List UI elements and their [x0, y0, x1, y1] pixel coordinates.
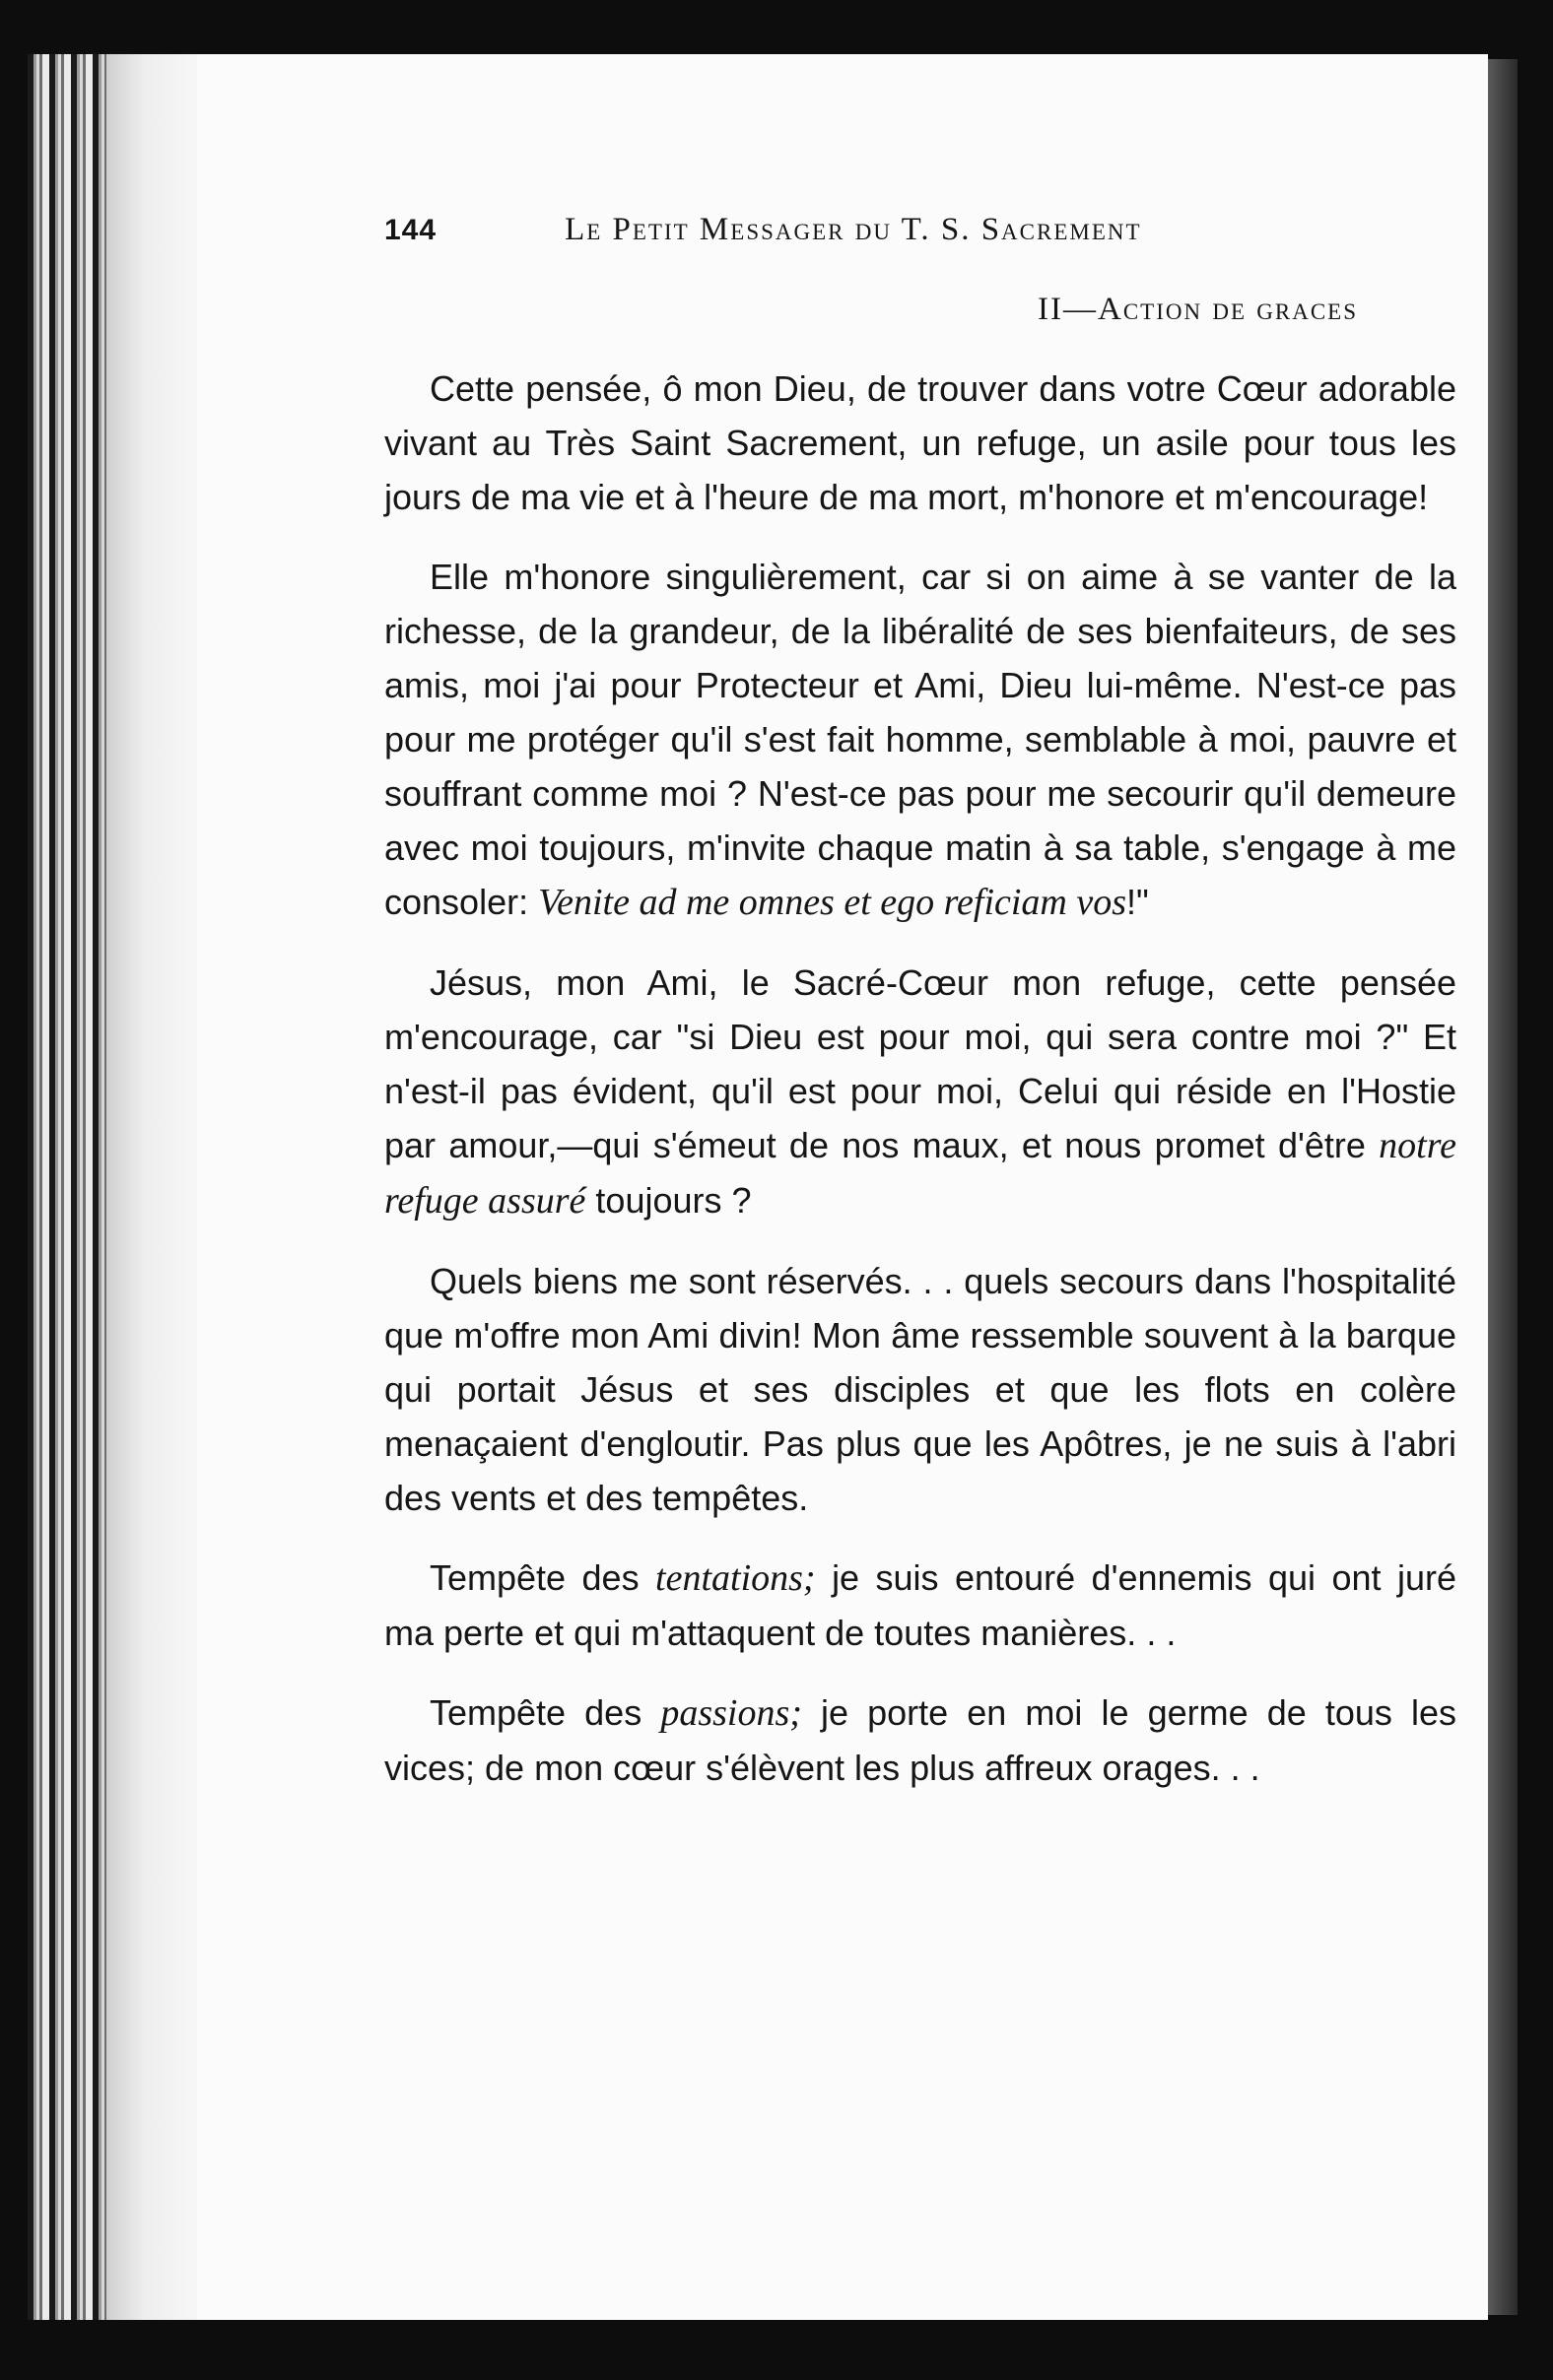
paragraph-6-start: Tempête des [430, 1692, 642, 1733]
paragraph-2-text: Elle m'honore singulièrement, car si on aime à se vanter de la richesse, de la grandeur, de la libéralité de ses bienfaiteurs, de ses amis, moi j'ai pour Protecteur et Ami, Dieu lui-même. N'est-ce pas pour me protéger qu'il s'est fait homme, semblable à moi, pauvre et souffrant comme moi ? N'est-ce pas pour me secourir qu'il demeure avec moi toujours, m'invite chaque matin à sa table, s'engage à me consoler: [384, 557, 1456, 922]
page-content [384, 212, 1456, 1795]
paragraph-2-end: !" [1126, 882, 1149, 922]
paragraph-3-end: toujours ? [595, 1180, 752, 1221]
running-title: Le Petit Messager du T. S. Sacrement [565, 212, 1142, 247]
paragraph-3-text: Jésus, mon Ami, le Sacré-Cœur mon refuge, cette pensée m'encourage, car "si Dieu est pour moi, qui sera contre moi ?" Et n'est-il pas évident, qu'il est pour moi, Celui qui réside en l'Hostie par amour,—qui s'émeut de nos maux, et nous promet d'être [384, 962, 1456, 1165]
paragraph-5-start: Tempête des [430, 1557, 640, 1598]
page-number: 144 [384, 214, 438, 246]
paragraph-1: Cette pensée, ô mon Dieu, de trouver dans votre Cœur adorable vivant au Très Saint Sacrement, un refuge, un asile pour tous les jours de ma vie et à l'heure de ma mort, m'honore et m'encourage! [384, 368, 1456, 517]
paragraph-6 [384, 1686, 1456, 1795]
paragraph-6-italic: passions; [660, 1692, 802, 1734]
page-edges [28, 54, 200, 2320]
paragraph-5 [384, 1551, 1456, 1660]
paragraph-6-end: je porte en moi le germe de tous les vices; de mon cœur s'élèvent les plus affreux orages. . . [384, 1692, 1456, 1788]
paragraph-5-italic: tentations; [655, 1557, 816, 1599]
latin-quote: Venite ad me omnes et ego reficiam vos [538, 882, 1127, 923]
paragraph-4: Quels biens me sont réservés. . . quels secours dans l'hospitalité que m'offre mon Ami divin! Mon âme ressemble souvent à la barque qui portait Jésus et ses disciples et que les flots en colère menaçaient d'engloutir. Pas plus que les Apôtres, je ne suis à l'abri des vents et des tempêtes. [384, 1261, 1456, 1518]
facing-page-edge [1488, 59, 1518, 2315]
running-head [384, 212, 1456, 248]
paragraph-2 [384, 550, 1456, 930]
paragraph-3 [384, 956, 1456, 1228]
paragraph-3-italic: notre refuge assuré [384, 1125, 1456, 1222]
paragraph-5-end: je suis entouré d'ennemis qui ont juré ma perte et qui m'attaquent de toutes manières. . . [384, 1557, 1457, 1653]
section-title: II—Action de graces [1038, 292, 1358, 327]
